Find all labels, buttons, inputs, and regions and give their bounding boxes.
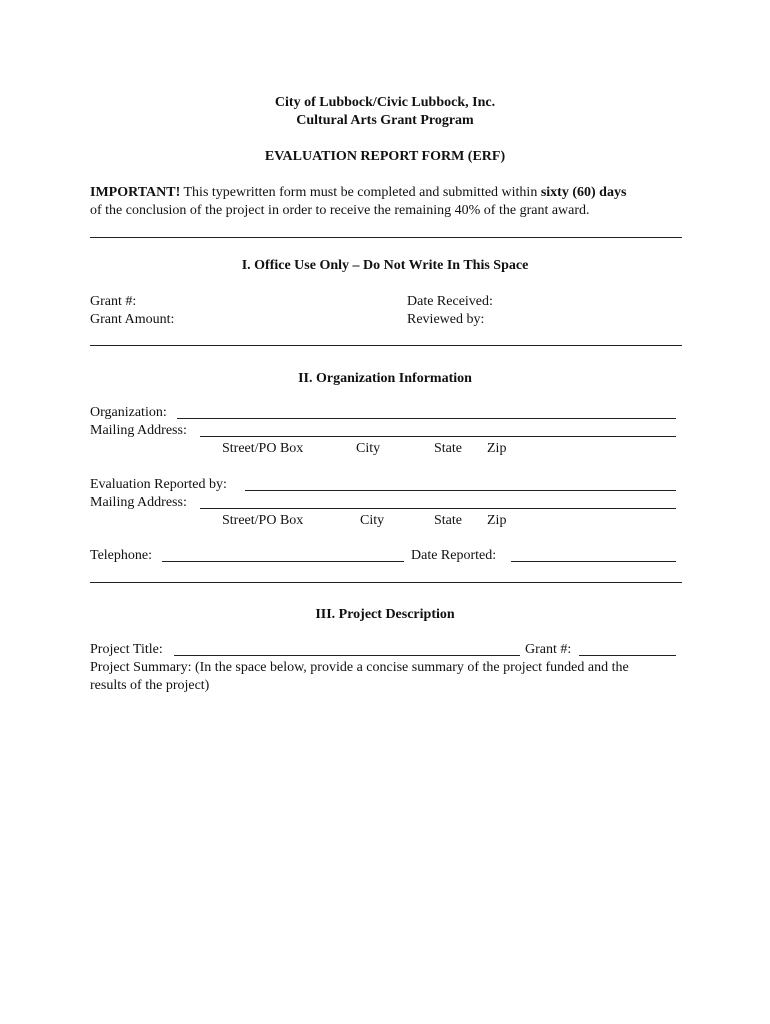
important-emphasis: sixty (60) days (540, 185, 627, 200)
important-notice-line-2: of the conclusion of the project in order to receive the remaining 40% of the grant award. (90, 203, 590, 218)
section-2-title: II. Organization Information (298, 371, 472, 386)
date-received-label: Date Received: (407, 294, 493, 309)
mailing-address-label: Mailing Address: (90, 423, 187, 438)
city-caption-2: City (360, 513, 385, 528)
project-summary-line-2: results of the project) (90, 678, 210, 693)
project-summary-line-1: Project Summary: (In the space below, provide a concise summary of the project funded and the (90, 660, 629, 675)
city-caption: City (356, 441, 381, 456)
zip-caption: Zip (487, 441, 507, 456)
divider (90, 345, 682, 346)
mailing-address-field[interactable] (200, 436, 676, 437)
project-title-label: Project Title: (90, 642, 163, 657)
zip-caption-2: Zip (487, 513, 507, 528)
organization-label: Organization: (90, 405, 167, 420)
evaluation-reported-by-label: Evaluation Reported by: (90, 477, 227, 492)
street-caption-2: Street/PO Box (222, 513, 304, 528)
section-3-title: III. Project Description (315, 607, 455, 622)
evaluation-reported-by-field[interactable] (245, 490, 676, 491)
telephone-field[interactable] (162, 561, 404, 562)
header-line-1: City of Lubbock/Civic Lubbock, Inc. (274, 95, 496, 110)
state-caption-2: State (434, 513, 462, 528)
mailing-address-label-2: Mailing Address: (90, 495, 187, 510)
street-caption: Street/PO Box (222, 441, 304, 456)
form-title: EVALUATION REPORT FORM (ERF) (264, 149, 506, 164)
telephone-label: Telephone: (90, 548, 152, 563)
section-1-title: I. Office Use Only – Do Not Write In This Space (241, 258, 529, 273)
header-line-2: Cultural Arts Grant Program (296, 113, 474, 128)
important-text: This typewritten form must be completed and submitted within (180, 185, 541, 200)
reviewed-by-label: Reviewed by: (407, 312, 485, 327)
divider (90, 237, 682, 238)
grant-number-label: Grant #: (90, 294, 137, 309)
project-grant-number-field[interactable] (579, 655, 676, 656)
project-grant-number-label: Grant #: (525, 642, 572, 657)
date-reported-field[interactable] (511, 561, 676, 562)
important-label: IMPORTANT! (90, 185, 181, 200)
date-reported-label: Date Reported: (411, 548, 497, 563)
mailing-address-field-2[interactable] (200, 508, 676, 509)
divider (90, 582, 682, 583)
project-title-field[interactable] (174, 655, 520, 656)
important-notice-line-1 (90, 184, 626, 202)
grant-amount-label: Grant Amount: (90, 312, 175, 327)
organization-field[interactable] (177, 418, 676, 419)
state-caption: State (434, 441, 462, 456)
